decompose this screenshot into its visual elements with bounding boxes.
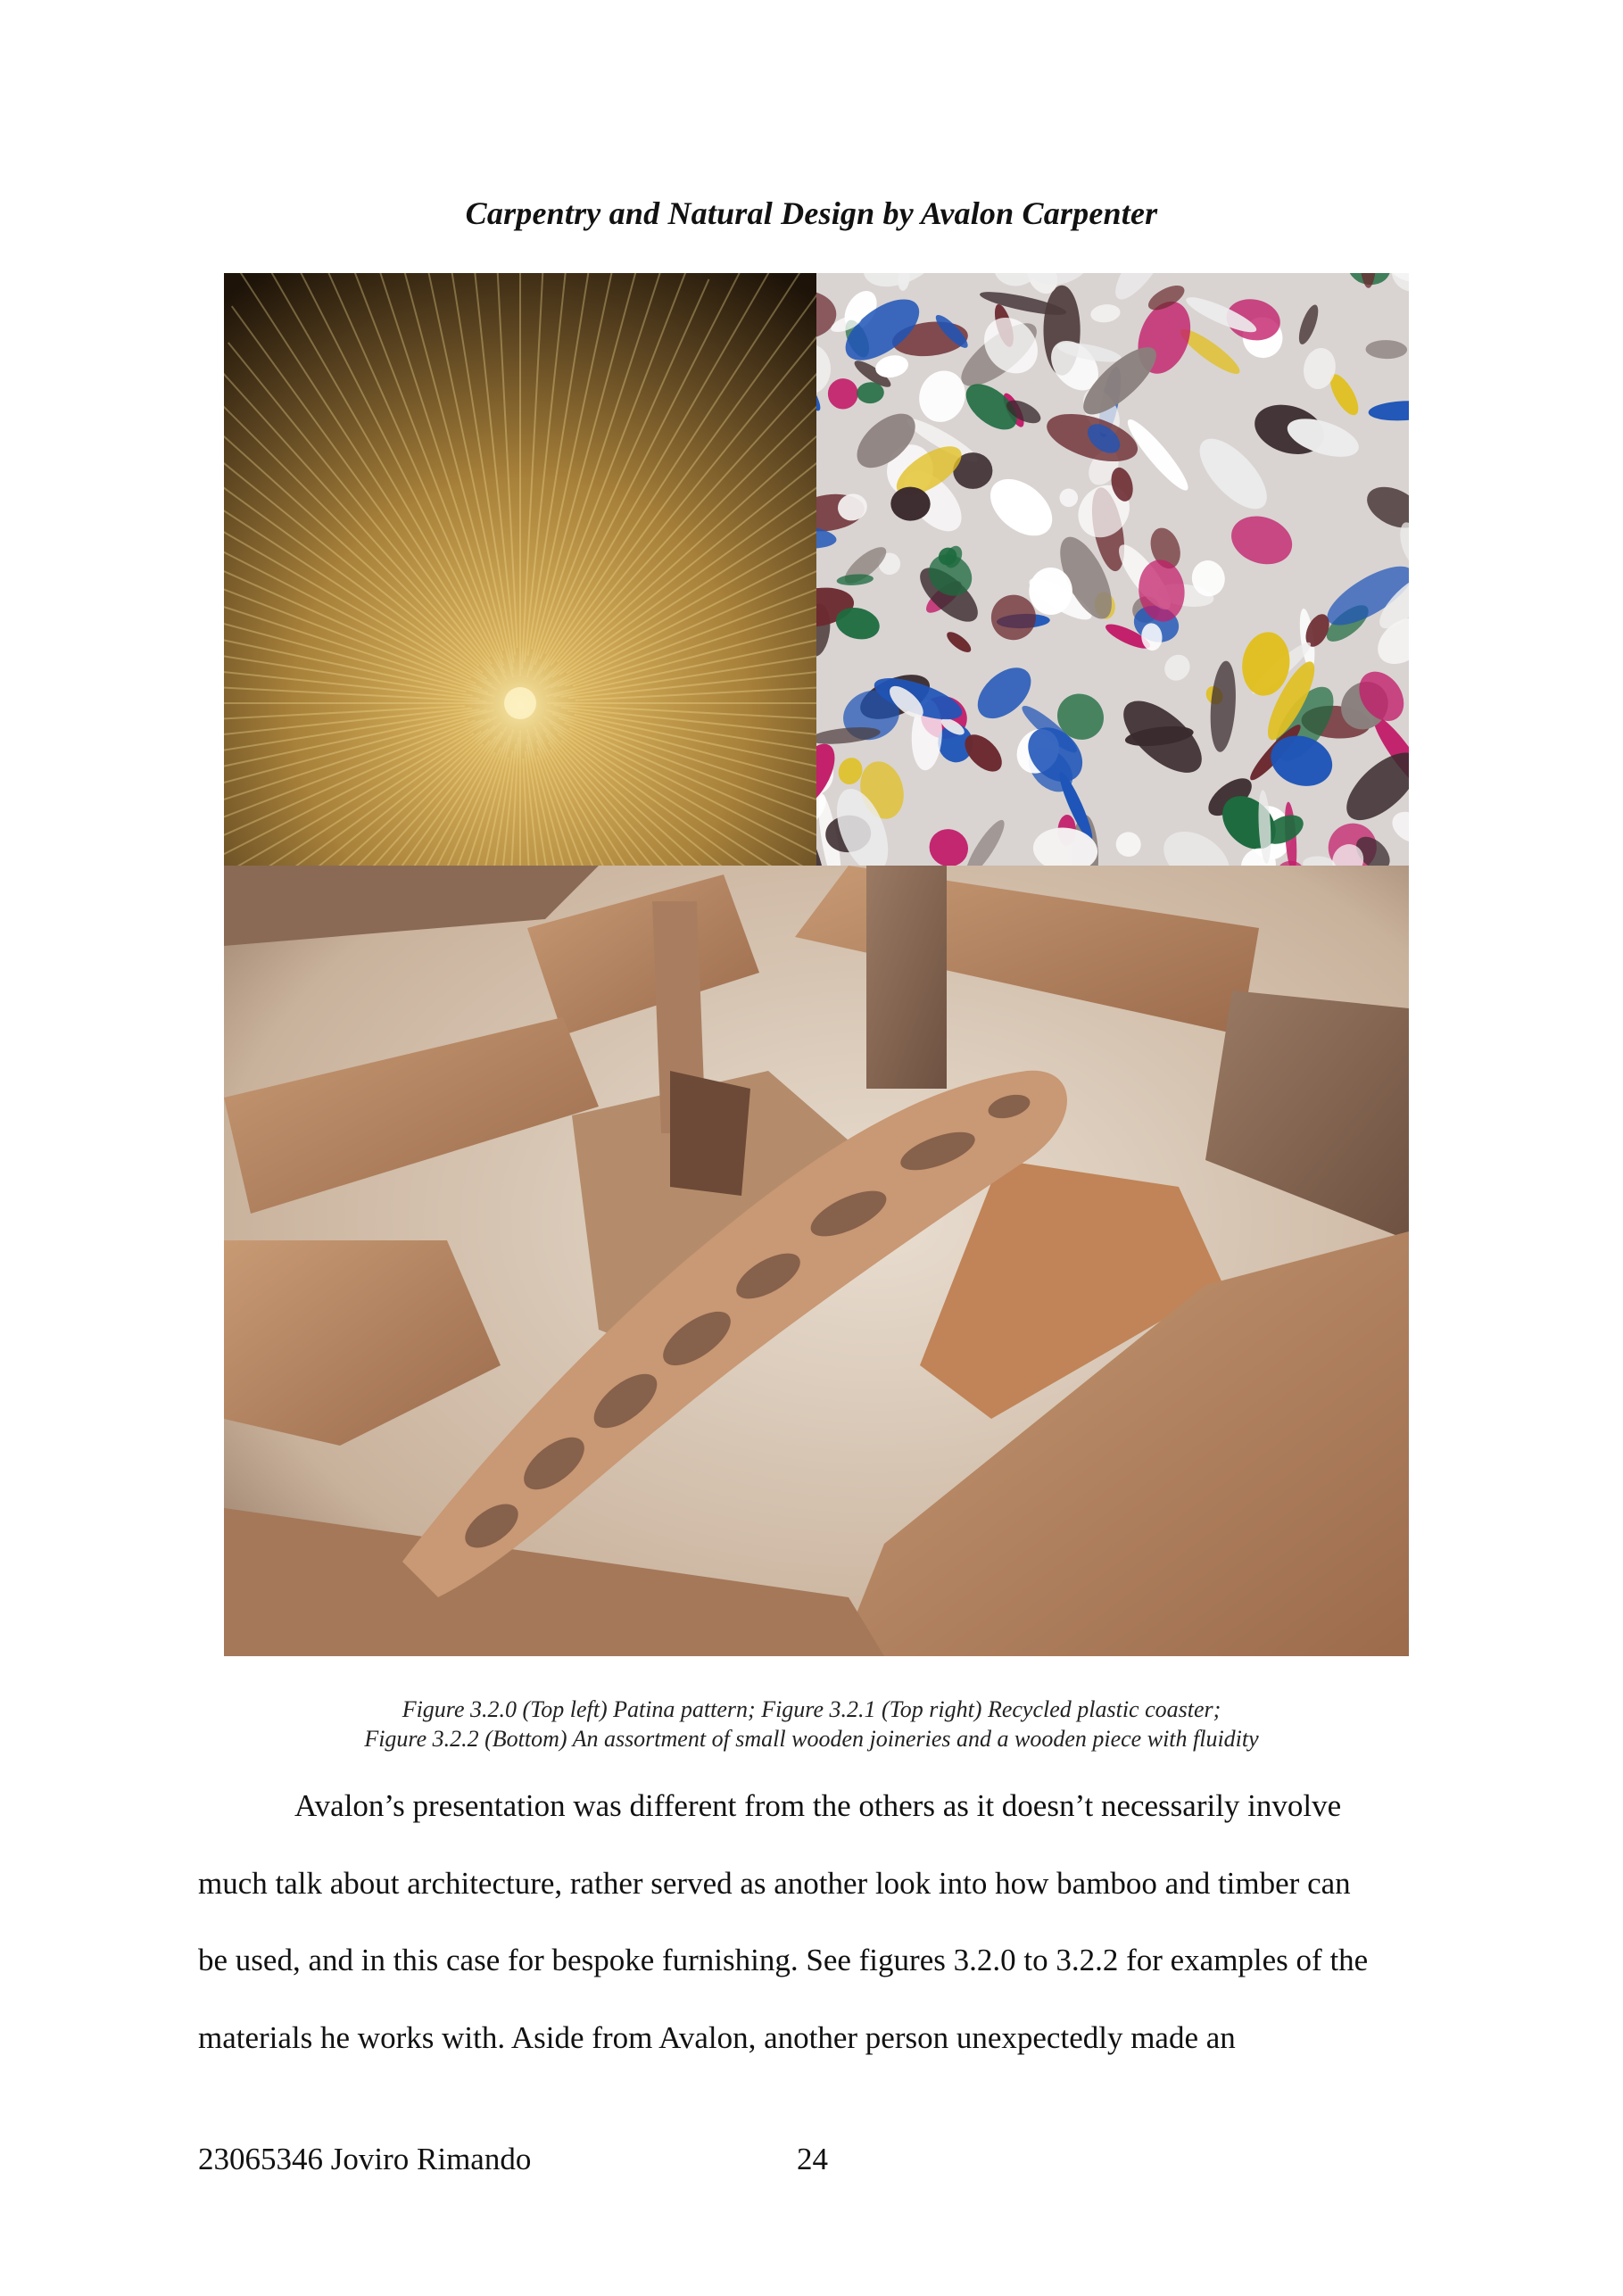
page-title: Carpentry and Natural Design by Avalon Carpenter xyxy=(465,195,1158,231)
figure-caption-line-2: Figure 3.2.2 (Bottom) An assortment of small wooden joineries and a wooden piece with fluidity xyxy=(364,1726,1259,1752)
body-line-4: materials he works with. Aside from Avalon, another person unexpectedly made an xyxy=(198,2020,1236,2055)
figure-caption-line-1: Figure 3.2.0 (Top left) Patina pattern; Figure 3.2.1 (Top right) Recycled plastic coaster; xyxy=(402,1696,1221,1722)
recycled-plastic-coaster-image xyxy=(816,273,1409,866)
page-number: 24 xyxy=(797,2142,828,2176)
body-line-3: be used, and in this case for bespoke furnishing. See figures 3.2.0 to 3.2.2 for examples of the xyxy=(198,1943,1369,1977)
wooden-joineries-image xyxy=(224,866,1409,1656)
footer-author: 23065346 Joviro Rimando xyxy=(198,2142,532,2176)
patina-pattern-image xyxy=(224,273,816,866)
body-line-1: Avalon’s presentation was different from the others as it doesn’t necessarily involve xyxy=(294,1788,1342,1823)
body-line-2: much talk about architecture, rather served as another look into how bamboo and timber can xyxy=(198,1866,1351,1901)
figure-collage xyxy=(224,273,1409,1656)
